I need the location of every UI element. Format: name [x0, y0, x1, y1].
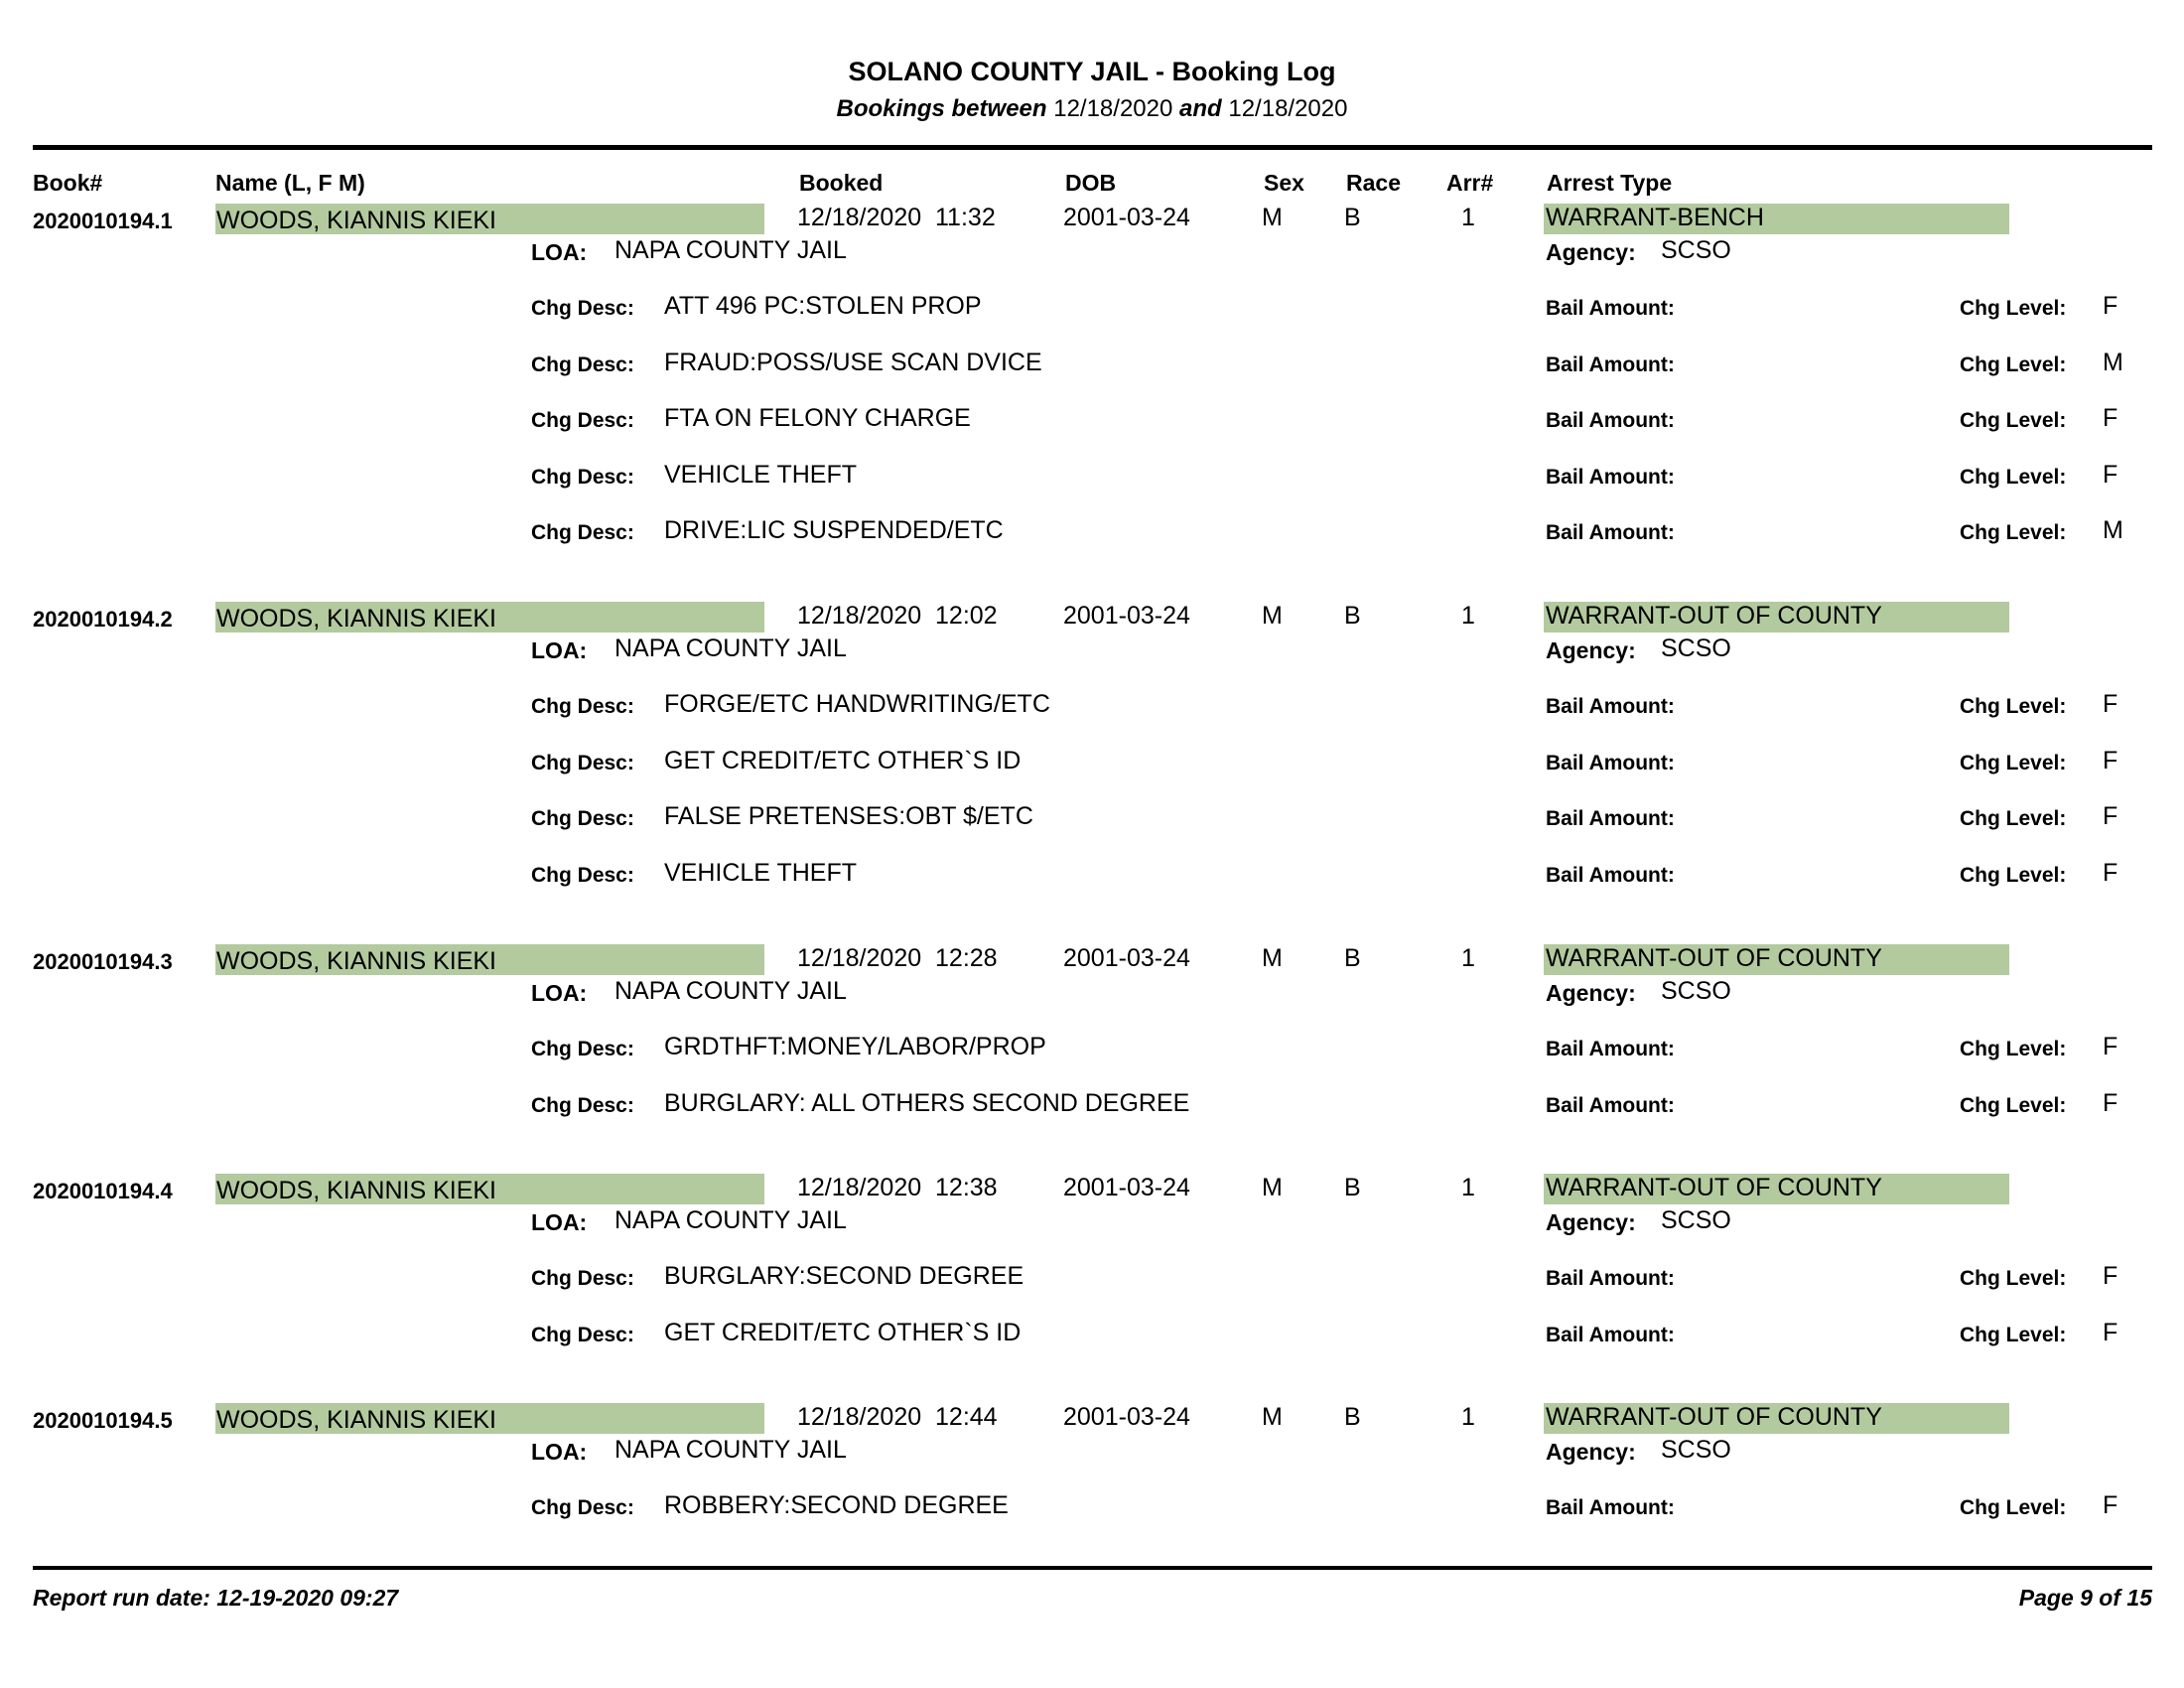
- chg-level-label: Chg Level:: [1960, 751, 2067, 774]
- chg-desc-value: ATT 496 PC:STOLEN PROP: [664, 292, 982, 320]
- sex: M: [1262, 944, 1283, 972]
- col-name: Name (L, F M): [215, 170, 365, 196]
- book-number: 2020010194.5: [33, 1408, 173, 1433]
- chg-level-value: F: [2103, 690, 2118, 718]
- arrest-number: 1: [1461, 1403, 1475, 1431]
- header-rule: [33, 145, 2152, 150]
- sex: M: [1262, 1403, 1283, 1431]
- bail-amount-label: Bail Amount:: [1546, 521, 1675, 544]
- charge-row: [0, 802, 2184, 836]
- chg-level-label: Chg Level:: [1960, 521, 2067, 544]
- bail-amount-label: Bail Amount:: [1546, 751, 1675, 774]
- charge-row: [0, 292, 2184, 326]
- chg-level-value: F: [2103, 858, 2118, 887]
- book-number: 2020010194.1: [33, 209, 173, 233]
- chg-desc-value: ROBBERY:SECOND DEGREE: [664, 1491, 1009, 1519]
- chg-desc-value: GRDTHFT:MONEY/LABOR/PROP: [664, 1033, 1046, 1060]
- report-subtitle: [0, 95, 2184, 123]
- charge-row: [0, 349, 2184, 382]
- report-run-date: Report run date: 12-19-2020 09:27: [33, 1585, 399, 1611]
- chg-level-label: Chg Level:: [1960, 409, 2067, 432]
- agency-value: SCSO: [1661, 977, 1731, 1005]
- charge-row: [0, 1319, 2184, 1352]
- col-sex: Sex: [1264, 170, 1304, 196]
- booked-datetime: 12/18/2020 12:38: [797, 1174, 998, 1201]
- bail-amount-label: Bail Amount:: [1546, 807, 1675, 830]
- agency-value: SCSO: [1661, 634, 1731, 662]
- agency-label: Agency:: [1546, 980, 1636, 1006]
- footer-rule: [33, 1566, 2152, 1570]
- chg-level-value: F: [2103, 1491, 2118, 1519]
- booked-datetime: 12/18/2020 12:44: [797, 1403, 998, 1431]
- inmate-name: WOODS, KIANNIS KIEKI: [216, 1177, 496, 1204]
- charge-row: [0, 404, 2184, 438]
- chg-desc-value: GET CREDIT/ETC OTHER`S ID: [664, 1318, 1022, 1346]
- chg-level-label: Chg Level:: [1960, 1267, 2067, 1290]
- chg-level-label: Chg Level:: [1960, 297, 2067, 320]
- inmate-name: WOODS, KIANNIS KIEKI: [216, 947, 496, 975]
- loa-label: LOA:: [531, 239, 588, 265]
- loa-label: LOA:: [531, 980, 588, 1006]
- bail-amount-label: Bail Amount:: [1546, 1323, 1675, 1346]
- charge-row: [0, 1262, 2184, 1296]
- arrest-number: 1: [1461, 602, 1475, 630]
- chg-desc-value: FORGE/ETC HANDWRITING/ETC: [664, 690, 1050, 718]
- arrest-number: 1: [1461, 944, 1475, 972]
- charge-row: [0, 1089, 2184, 1123]
- charge-row: [0, 859, 2184, 893]
- chg-desc-label: Chg Desc:: [531, 409, 634, 432]
- chg-desc-label: Chg Desc:: [531, 1093, 634, 1117]
- chg-desc-label: Chg Desc:: [531, 352, 634, 376]
- loa-value: NAPA COUNTY JAIL: [614, 236, 847, 264]
- charge-row: [0, 516, 2184, 550]
- chg-level-value: F: [2103, 746, 2118, 774]
- arrest-type: WARRANT-OUT OF COUNTY: [1546, 602, 1882, 630]
- col-dob: DOB: [1065, 170, 1117, 196]
- bail-amount-label: Bail Amount:: [1546, 1038, 1675, 1060]
- col-booked: Booked: [799, 170, 884, 196]
- loa-label: LOA:: [531, 1209, 588, 1235]
- col-arrest-type: Arrest Type: [1547, 170, 1673, 196]
- bail-amount-label: Bail Amount:: [1546, 1496, 1675, 1519]
- chg-level-value: F: [2103, 802, 2118, 830]
- chg-level-label: Chg Level:: [1960, 465, 2067, 489]
- arrest-type: WARRANT-OUT OF COUNTY: [1546, 1174, 1882, 1201]
- chg-level-value: F: [2103, 1318, 2118, 1346]
- subtitle-prefix: Bookings between: [836, 95, 1047, 122]
- chg-desc-value: GET CREDIT/ETC OTHER`S ID: [664, 746, 1022, 774]
- chg-desc-label: Chg Desc:: [531, 807, 634, 830]
- race: B: [1344, 1403, 1361, 1431]
- chg-desc-label: Chg Desc:: [531, 1323, 634, 1346]
- chg-level-value: F: [2103, 460, 2118, 489]
- booked-datetime: 12/18/2020 11:32: [797, 204, 996, 231]
- chg-level-value: F: [2103, 404, 2118, 432]
- book-number: 2020010194.3: [33, 949, 173, 974]
- chg-desc-label: Chg Desc:: [531, 1038, 634, 1060]
- loa-value: NAPA COUNTY JAIL: [614, 1436, 847, 1464]
- chg-level-label: Chg Level:: [1960, 1038, 2067, 1060]
- agency-label: Agency:: [1546, 1209, 1636, 1235]
- date-to: 12/18/2020: [1228, 95, 1348, 122]
- sex: M: [1262, 602, 1283, 630]
- col-book: Book#: [33, 170, 103, 196]
- chg-desc-label: Chg Desc:: [531, 695, 634, 718]
- loa-value: NAPA COUNTY JAIL: [614, 977, 847, 1005]
- chg-desc-label: Chg Desc:: [531, 465, 634, 489]
- chg-desc-label: Chg Desc:: [531, 521, 634, 544]
- col-race: Race: [1346, 170, 1401, 196]
- agency-label: Agency:: [1546, 637, 1636, 663]
- chg-desc-label: Chg Desc:: [531, 1496, 634, 1519]
- agency-label: Agency:: [1546, 1439, 1636, 1465]
- charge-row: [0, 1033, 2184, 1066]
- sex: M: [1262, 204, 1283, 231]
- charge-row: [0, 747, 2184, 780]
- arrest-type: WARRANT-OUT OF COUNTY: [1546, 944, 1882, 972]
- chg-desc-value: VEHICLE THEFT: [664, 858, 858, 887]
- chg-level-value: F: [2103, 292, 2118, 320]
- inmate-name: WOODS, KIANNIS KIEKI: [216, 1406, 496, 1434]
- bail-amount-label: Bail Amount:: [1546, 1093, 1675, 1117]
- inmate-name: WOODS, KIANNIS KIEKI: [216, 207, 496, 234]
- chg-desc-value: BURGLARY:SECOND DEGREE: [664, 1262, 1024, 1290]
- chg-level-label: Chg Level:: [1960, 807, 2067, 830]
- chg-level-value: M: [2103, 348, 2123, 376]
- arrest-type: WARRANT-OUT OF COUNTY: [1546, 1403, 1882, 1431]
- charge-row: [0, 690, 2184, 724]
- chg-level-label: Chg Level:: [1960, 1093, 2067, 1117]
- race: B: [1344, 602, 1361, 630]
- chg-desc-label: Chg Desc:: [531, 297, 634, 320]
- chg-desc-label: Chg Desc:: [531, 863, 634, 887]
- loa-value: NAPA COUNTY JAIL: [614, 1206, 847, 1234]
- bail-amount-label: Bail Amount:: [1546, 695, 1675, 718]
- inmate-name: WOODS, KIANNIS KIEKI: [216, 605, 496, 633]
- arrest-type: WARRANT-BENCH: [1546, 204, 1764, 231]
- chg-level-label: Chg Level:: [1960, 1496, 2067, 1519]
- agency-value: SCSO: [1661, 1436, 1731, 1464]
- chg-desc-value: VEHICLE THEFT: [664, 460, 858, 489]
- bail-amount-label: Bail Amount:: [1546, 297, 1675, 320]
- bail-amount-label: Bail Amount:: [1546, 352, 1675, 376]
- agency-label: Agency:: [1546, 239, 1636, 265]
- book-number: 2020010194.2: [33, 607, 173, 632]
- book-number: 2020010194.4: [33, 1179, 173, 1203]
- col-arr: Arr#: [1446, 170, 1494, 196]
- booked-datetime: 12/18/2020 12:28: [797, 944, 998, 972]
- dob: 2001-03-24: [1063, 602, 1190, 630]
- agency-value: SCSO: [1661, 236, 1731, 264]
- date-from: 12/18/2020: [1053, 95, 1173, 122]
- race: B: [1344, 1174, 1361, 1201]
- charge-row: [0, 461, 2184, 494]
- chg-level-label: Chg Level:: [1960, 695, 2067, 718]
- subtitle-and: and: [1179, 95, 1222, 122]
- chg-desc-value: FALSE PRETENSES:OBT $/ETC: [664, 802, 1033, 830]
- chg-desc-value: FTA ON FELONY CHARGE: [664, 404, 971, 432]
- dob: 2001-03-24: [1063, 1174, 1190, 1201]
- chg-level-label: Chg Level:: [1960, 352, 2067, 376]
- dob: 2001-03-24: [1063, 1403, 1190, 1431]
- loa-value: NAPA COUNTY JAIL: [614, 634, 847, 662]
- chg-desc-value: DRIVE:LIC SUSPENDED/ETC: [664, 516, 1004, 544]
- loa-label: LOA:: [531, 637, 588, 663]
- chg-level-label: Chg Level:: [1960, 863, 2067, 887]
- dob: 2001-03-24: [1063, 204, 1190, 231]
- loa-label: LOA:: [531, 1439, 588, 1465]
- dob: 2001-03-24: [1063, 944, 1190, 972]
- page-number: Page 9 of 15: [2018, 1585, 2152, 1611]
- report-title: SOLANO COUNTY JAIL - Booking Log: [848, 57, 1336, 86]
- chg-desc-value: FRAUD:POSS/USE SCAN DVICE: [664, 348, 1042, 376]
- chg-level-value: F: [2103, 1262, 2118, 1290]
- bail-amount-label: Bail Amount:: [1546, 1267, 1675, 1290]
- agency-value: SCSO: [1661, 1206, 1731, 1234]
- bail-amount-label: Bail Amount:: [1546, 409, 1675, 432]
- chg-desc-label: Chg Desc:: [531, 751, 634, 774]
- arrest-number: 1: [1461, 1174, 1475, 1201]
- race: B: [1344, 204, 1361, 231]
- chg-level-label: Chg Level:: [1960, 1323, 2067, 1346]
- bail-amount-label: Bail Amount:: [1546, 465, 1675, 489]
- charge-row: [0, 1491, 2184, 1525]
- race: B: [1344, 944, 1361, 972]
- bail-amount-label: Bail Amount:: [1546, 863, 1675, 887]
- sex: M: [1262, 1174, 1283, 1201]
- chg-desc-label: Chg Desc:: [531, 1267, 634, 1290]
- chg-level-value: F: [2103, 1088, 2118, 1117]
- chg-level-value: F: [2103, 1033, 2118, 1060]
- arrest-number: 1: [1461, 204, 1475, 231]
- chg-desc-value: BURGLARY: ALL OTHERS SECOND DEGREE: [664, 1088, 1190, 1117]
- booked-datetime: 12/18/2020 12:02: [797, 602, 998, 630]
- chg-level-value: M: [2103, 516, 2123, 544]
